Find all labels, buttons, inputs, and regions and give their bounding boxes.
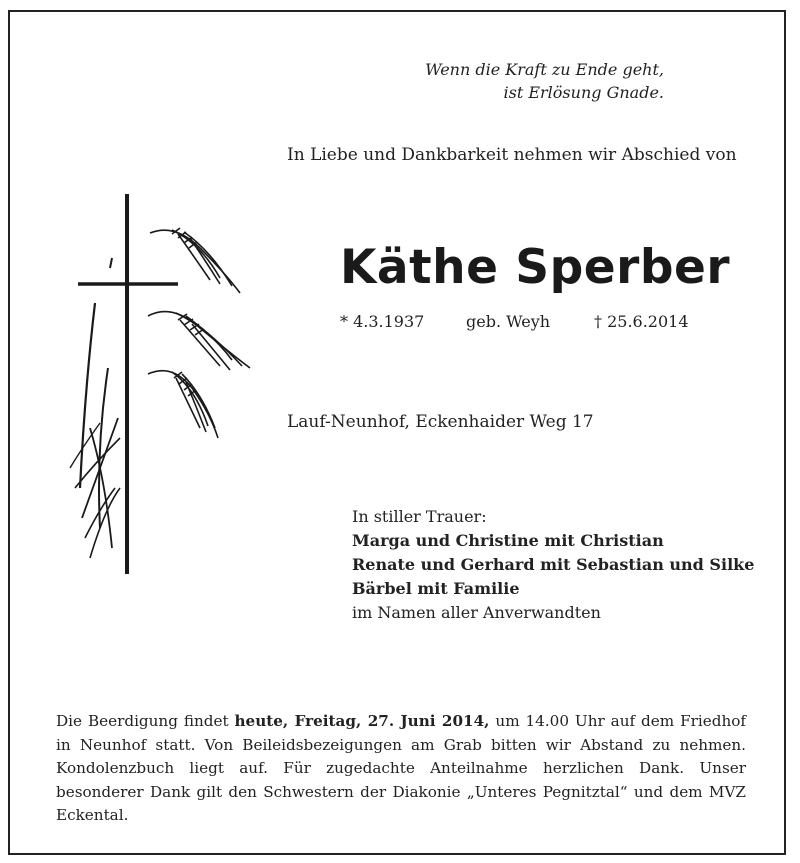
mourners-closing: im Namen aller Anverwandten	[352, 603, 601, 622]
birth-date: * 4.3.1937	[340, 312, 425, 331]
address: Lauf-Neunhof, Eckenhaider Weg 17	[287, 412, 594, 432]
wheat-icon	[70, 228, 250, 558]
motto-line-1: Wenn die Kraft zu Ende geht,	[425, 60, 664, 79]
maiden-name: geb. Weyh	[466, 312, 551, 331]
mourner-name: Bärbel mit Familie	[352, 579, 520, 598]
motto	[425, 58, 664, 104]
funeral-text-rest: um 14.00 Uhr auf dem Friedhof in Neunhof statt. Von Beileidsbezeigungen am Grab bitten wir Abstand zu nehmen. Kondolenzbuch liegt auf. Für zugedachte Anteilnahme herzlichen Dank. Unser besonderer Dank gilt den Schwestern der Diakonie „Unteres Pegnitztal“ und dem MVZ Eckental.	[56, 712, 747, 824]
intro-text: In Liebe und Dankbarkeit nehmen wir Abschied von	[287, 145, 737, 165]
funeral-date: heute, Freitag, 27. Juni 2014,	[234, 712, 490, 730]
death-date: † 25.6.2014	[594, 312, 689, 331]
cross-icon	[78, 194, 178, 574]
mourner-name: Renate und Gerhard mit Sebastian und Silke	[352, 555, 755, 574]
cross-and-wheat-illustration	[60, 188, 260, 578]
mourner-name: Marga und Christine mit Christian	[352, 531, 664, 550]
funeral-notice	[56, 710, 746, 828]
motto-line-2: ist Erlösung Gnade.	[503, 83, 664, 102]
mourners-heading: In stiller Trauer:	[352, 507, 487, 526]
deceased-name: Käthe Sperber	[340, 240, 731, 295]
funeral-text-start: Die Beerdigung findet	[56, 712, 235, 730]
mourners-block	[352, 505, 754, 625]
